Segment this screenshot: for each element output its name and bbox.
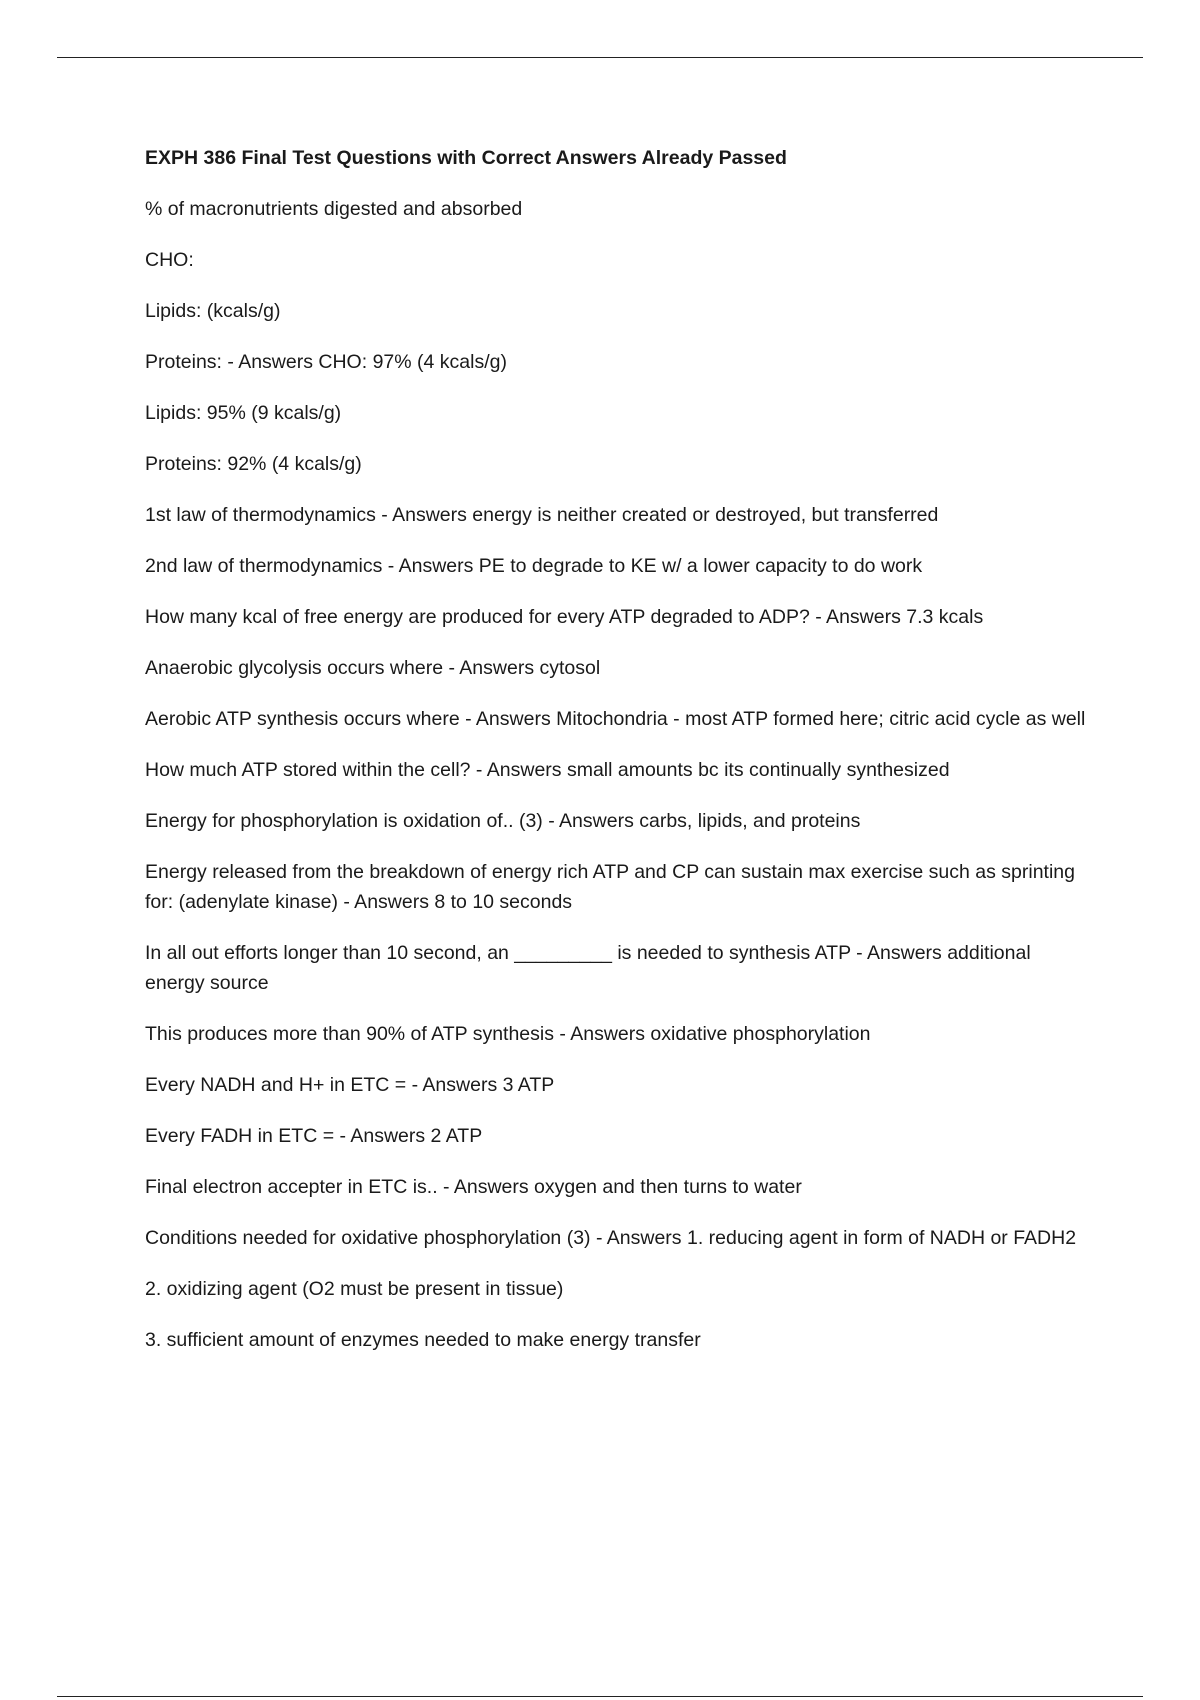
paragraph: % of macronutrients digested and absorbed <box>145 198 523 220</box>
paragraph: Energy released from the breakdown of energy rich ATP and CP can sustain max exercise such as sprinting for: (adenylate kinase) - Answers 8 to 10 seconds <box>145 861 1075 913</box>
top-rule <box>57 57 1143 58</box>
paragraph: Energy for phosphorylation is oxidation of.. (3) - Answers carbs, lipids, and proteins <box>145 810 861 832</box>
bottom-rule <box>57 1696 1143 1697</box>
paragraph: Proteins: - Answers CHO: 97% (4 kcals/g) <box>145 351 507 373</box>
paragraph: Lipids: 95% (9 kcals/g) <box>145 402 342 424</box>
paragraph: In all out efforts longer than 10 second, an _________ is needed to synthesis ATP - Answers additional energy source <box>145 942 1031 994</box>
paragraph: 3. sufficient amount of enzymes needed to make energy transfer <box>145 1329 701 1351</box>
paragraph: Proteins: 92% (4 kcals/g) <box>145 453 362 475</box>
paragraph: CHO: <box>145 249 194 271</box>
paragraph-list <box>145 194 1090 1355</box>
paragraph: 2. oxidizing agent (O2 must be present in tissue) <box>145 1278 564 1300</box>
paragraph: Aerobic ATP synthesis occurs where - Answers Mitochondria - most ATP formed here; citric acid cycle as well <box>145 708 1086 730</box>
paragraph: Every NADH and H+ in ETC = - Answers 3 ATP <box>145 1074 555 1096</box>
paragraph: Final electron accepter in ETC is.. - Answers oxygen and then turns to water <box>145 1176 802 1198</box>
paragraph: 1st law of thermodynamics - Answers energy is neither created or destroyed, but transferred <box>145 504 939 526</box>
paragraph: Conditions needed for oxidative phosphorylation (3) - Answers 1. reducing agent in form of NADH or FADH2 <box>145 1227 1077 1249</box>
document-title: EXPH 386 Final Test Questions with Correct Answers Already Passed <box>145 147 787 169</box>
paragraph: How many kcal of free energy are produced for every ATP degraded to ADP? - Answers 7.3 kcals <box>145 606 984 628</box>
paragraph: Anaerobic glycolysis occurs where - Answers cytosol <box>145 657 601 679</box>
paragraph: This produces more than 90% of ATP synthesis - Answers oxidative phosphorylation <box>145 1023 871 1045</box>
document-body <box>145 143 1090 1376</box>
paragraph: 2nd law of thermodynamics - Answers PE to degrade to KE w/ a lower capacity to do work <box>145 555 923 577</box>
paragraph: Lipids: (kcals/g) <box>145 300 281 322</box>
paragraph: How much ATP stored within the cell? - Answers small amounts bc its continually synthesized <box>145 759 950 781</box>
paragraph: Every FADH in ETC = - Answers 2 ATP <box>145 1125 483 1147</box>
